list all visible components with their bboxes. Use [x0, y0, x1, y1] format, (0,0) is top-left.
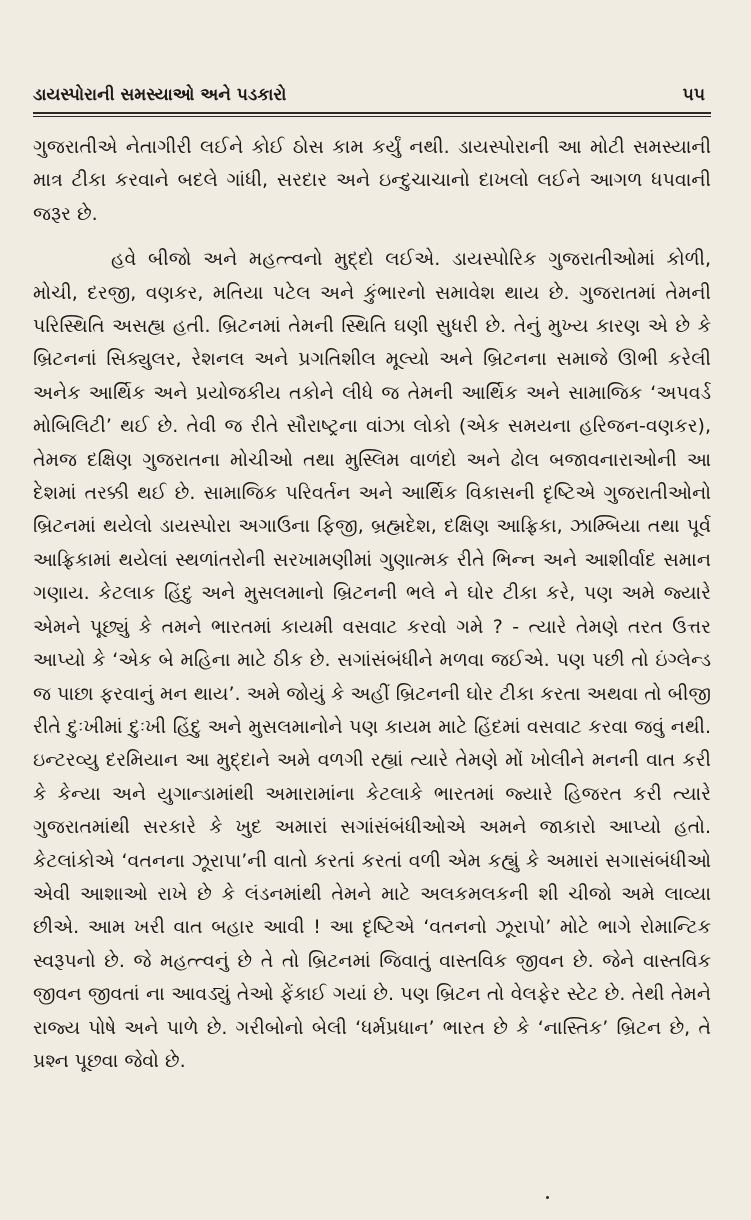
page-mark: [546, 1196, 549, 1199]
paragraph-2: હવે બીજો અને મહત્ત્વનો મુદ્દો લઈએ. ડાયસ્પોરિક ગુજરાતીઓમાં કોળી, મોચી, દરજી, વણકર, મતિયા પટેલ અને કુંભારનો સમાવેશ થાય છે. ગુજરાતમાં તેમની પરિસ્થિતિ અસહ્ય હતી. બ્રિટનમાં તેમની સ્થિતિ ઘણી સુધરી છે. તેનું મુખ્ય કારણ એ છે કે બ્રિટનનાં સિક્યુલર, રેશનલ અને પ્રગતિશીલ મૂલ્યો અને બ્રિટનના સમાજે ઊભી કરેલી અનેક આર્થિક અને પ્રયોજકીય તકોને લીધે જ તેમની આર્થિક અને સામાજિક ‘અપવર્ડ મોબિલિટી’ થઈ છે. તેવી જ રીતે સૌરાષ્ટ્રના વાંઝા લોકો (એક સમયના હરિજન-વણકર), તેમજ દક્ષિણ ગુજરાતના મોચીઓ તથા મુસ્લિમ વાળંદો અને ઢોલ બજાવનારાઓની આ દેશમાં તરક્કી થઈ છે. સામાજિક પરિવર્તન અને આર્થિક વિકાસની દૃષ્ટિએ ગુજરાતીઓનો બ્રિટનમાં થયેલો ડાયસ્પોરા અગાઉના ફિજી, બ્રહ્મદેશ, દક્ષિણ આફ્રિકા, ઝામ્બિયા તથા પૂર્વ આફ્રિકામાં થયેલાં સ્થળાંતરોની સરખામણીમાં ગુણાત્મક રીતે ભિન્ન અને આશીર્વાદ સમાન ગણાય. કેટલાક હિંદુ અને મુસલમાનો બ્રિટનની ભલે ને ઘોર ટીકા કરે, પણ અમે જ્યારે એમને પૂછ્યું કે તમને ભારતમાં કાયમી વસવાટ કરવો ગમે ? - ત્યારે તેમણે તરત ઉત્તર આપ્યો કે ‘એક બે મહિના માટે ઠીક છે. સગાંસંબંધીને મળવા જઈએ. પણ પછી તો ઇંગ્લેન્ડ જ પાછા ફરવાનું મન થાય’. અમે જોયું કે અહીં બ્રિટનની ઘોર ટીકા કરતા અથવા તો બીજી રીતે દુઃખીમાં દુઃખી હિંદુ અને મુસલમાનોને પણ કાયમ માટે હિંદમાં વસવાટ કરવા જવું નથી. ઇન્ટરવ્યુ દરમિયાન આ મુદ્દાને અમે વળગી રહ્યાં ત્યારે તેમણે મોં ખોલીને મનની વાત કરી કે કેન્યા અને યુગાન્ડામાંથી અમારામાંના કેટલાકે ભારતમાં જ્યારે હિજરત કરી ત્યારે ગુજરાતમાંથી સરકારે કે ખુદ અમારાં સગાંસંબંધીઓએ અમને જાકારો આપ્યો હતો. કેટલાંકોએ ‘વતનના ઝૂરાપા’ની વાતો કરતાં કરતાં વળી એમ કહ્યું કે અમારાં સગાસંબંધીઓ એવી આશાઓ રાખે છે કે લંડનમાંથી તેમને માટે અલકમલકની શી ચીજો અમે લાવ્યા છીએ. આમ ખરી વાત બહાર આવી ! આ દૃષ્ટિએ ‘વતનનો ઝૂરાપો’ મોટે ભાગે રોમાન્ટિક સ્વરૂપનો છે. જે મહત્ત્વનું છે તે તો બ્રિટનમાં જિવાતું વાસ્તવિક જીવન છે. જેને વાસ્તવિક જીવન જીવતાં ના આવડ્યું તેઓ ફેંકાઈ ગયાં છે. પણ બ્રિટન તો વેલફેર સ્ટેટ છે. તેથી તેમને રાજ્ય પોષે અને પાળે છે. ગરીબોનો બેલી ‘ધર્મપ્રધાન’ ભારત છે કે ‘નાસ્તિક’ બ્રિટન છે, તે પ્રશ્ન પૂછવા જેવો છે.: [33, 248, 711, 1072]
paragraph-1: ગુજરાતીએ નેતાગીરી લઈને કોઈ ઠોસ કામ કર્યું નથી. ડાયસ્પોરાની આ મોટી સમસ્યાની માત્ર ટીકા કરવાને બદલે ગાંધી, સરદાર અને ઇન્દુચાચાનો દાખલો લઈને આગળ ધપવાની જરૂર છે.: [33, 136, 711, 225]
header-rule: [33, 112, 711, 117]
page-number: ૫૫: [682, 85, 705, 105]
running-header: [33, 84, 711, 106]
chapter-title: ડાયસ્પોરાની સમસ્યાઓ અને પડકારો: [33, 85, 287, 105]
body-text: [33, 131, 711, 1078]
